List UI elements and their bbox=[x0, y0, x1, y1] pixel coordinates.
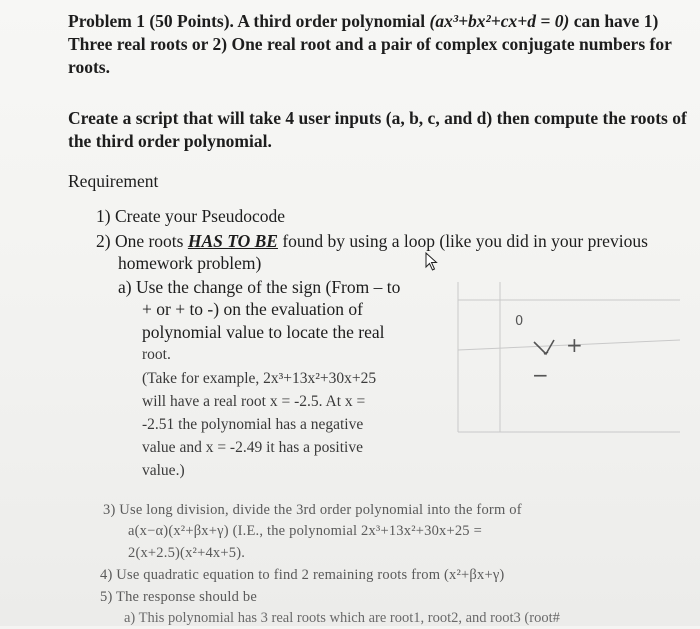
sub-a-line-3: polynomial value to locate the real bbox=[142, 322, 385, 342]
requirement-item-5a: a) This polynomial has 3 real roots which are root1, root2, and root3 (root# bbox=[124, 610, 560, 626]
problem-line-1-prefix: Problem 1 (50 Points). A third order polynomial bbox=[68, 11, 430, 31]
sketch-zero-label: 0 bbox=[515, 314, 524, 329]
requirement-item-2 bbox=[96, 230, 648, 252]
problem-line-2: Three real roots or 2) One real root and a pair of complex conjugate numbers for bbox=[68, 34, 672, 54]
sub-a-line-7: -2.51 the polynomial has a negative bbox=[142, 416, 364, 433]
problem-line-1 bbox=[68, 10, 658, 32]
item-2-suffix: found by using a loop (like you did in your previous bbox=[277, 231, 648, 251]
sub-a-line-6: will have a real root x = -2.5. At x = bbox=[142, 393, 366, 410]
requirement-item-5: 5) The response should be bbox=[100, 589, 257, 605]
requirement-item-4: 4) Use quadratic equation to find 2 remaining roots from (x²+βx+γ) bbox=[100, 567, 505, 583]
problem-line-3: roots. bbox=[68, 57, 110, 77]
sketch-arrow bbox=[534, 340, 554, 354]
sub-a-line-2: + or + to -) on the evaluation of bbox=[142, 299, 363, 319]
requirement-item-1: 1) Create your Pseudocode bbox=[96, 206, 286, 226]
sketch-plus-label: + bbox=[566, 333, 583, 357]
item-2-prefix: 2) One roots bbox=[96, 231, 188, 251]
task-line-2: the third order polynomial. bbox=[68, 131, 272, 151]
requirement-item-3-line-3: 2(x+2.5)(x²+4x+5). bbox=[128, 545, 246, 561]
requirement-item-3: 3) Use long division, divide the 3rd order polynomial into the form of bbox=[103, 502, 522, 518]
requirement-heading: Requirement bbox=[68, 171, 159, 191]
problem-line-1-suffix: can have 1) bbox=[569, 11, 659, 31]
requirement-item-3-line-2: a(x−α)(x²+βx+γ) (I.E., the polynomial 2x³+13x²+30x+25 = bbox=[128, 523, 482, 539]
sketch-minus-label: − bbox=[532, 363, 549, 387]
sub-a-line-8: value and x = -2.49 it has a positive bbox=[142, 439, 363, 456]
sign-change-sketch bbox=[448, 282, 680, 440]
requirement-item-2-cont: homework problem) bbox=[118, 253, 262, 273]
mouse-cursor-icon bbox=[425, 252, 439, 272]
sub-a-line-9: value.) bbox=[142, 462, 185, 479]
sub-a-line-1: a) Use the change of the sign (From – to bbox=[118, 277, 401, 297]
item-2-emphasis: HAS TO BE bbox=[187, 231, 278, 251]
sub-a-line-4: root. bbox=[142, 346, 171, 363]
sub-a-line-5: (Take for example, 2x³+13x²+30x+25 bbox=[142, 370, 377, 387]
polynomial-formula: (ax³+bx²+cx+d = 0) bbox=[429, 11, 570, 31]
task-line-1: Create a script that will take 4 user inputs (a, b, c, and d) then compute the roots of bbox=[68, 108, 687, 128]
